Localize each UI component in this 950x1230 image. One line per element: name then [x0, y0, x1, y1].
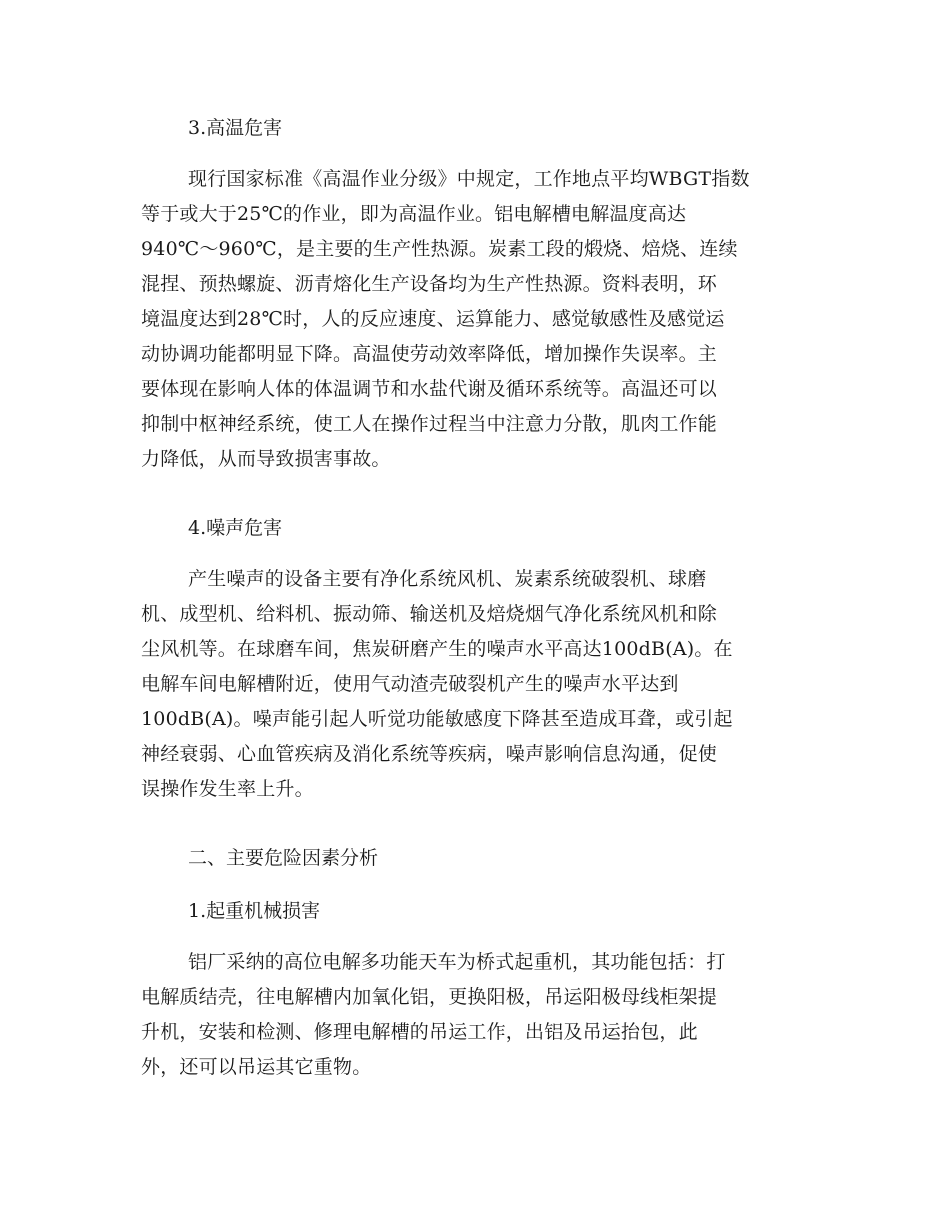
paragraph-line: 铝厂采纳的高位电解多功能天车为桥式起重机，其功能包括：打	[188, 951, 726, 973]
paragraph-line: 抑制中枢神经系统，使工人在操作过程当中注意力分散，肌肉工作能	[141, 413, 718, 435]
paragraph-line: 电解车间电解槽附近，使用气动渣壳破裂机产生的噪声水平达到	[141, 673, 679, 695]
paragraph-line: 力降低，从而导致损害事故。	[141, 448, 391, 470]
paragraph-line: 要体现在影响人体的体温调节和水盐代谢及循环系统等。高温还可以	[141, 378, 718, 400]
paragraph-line: 尘风机等。在球磨车间，焦炭研磨产生的噪声水平高达100dB(A)。在	[141, 638, 733, 660]
paragraph-line: 100dB(A)。噪声能引起人听觉功能敏感度下降甚至造成耳聋，或引起	[141, 708, 733, 730]
paragraph-line: 电解质结壳，往电解槽内加氧化铝，更换阳极，吊运阳极母线柜架提	[141, 986, 718, 1008]
paragraph-line: 现行国家标准《高温作业分级》中规定，工作地点平均WBGT指数	[188, 168, 750, 190]
section-heading-noise: 4.噪声危害	[188, 517, 283, 539]
paragraph-line: 境温度达到28℃时，人的反应速度、运算能力、感觉敏感性及感觉运	[141, 308, 725, 330]
paragraph-line: 升机，安装和检测、修理电解槽的吊运工作，出铝及吊运抬包，此	[141, 1021, 698, 1043]
paragraph-line: 机、成型机、给料机、振动筛、输送机及焙烧烟气净化系统风机和除	[141, 603, 718, 625]
paragraph-line: 940℃～960℃，是主要的生产性热源。炭素工段的煅烧、焙烧、连续	[141, 238, 738, 260]
section-heading-high-temperature: 3.高温危害	[188, 117, 283, 139]
paragraph-line: 产生噪声的设备主要有净化系统风机、炭素系统破裂机、球磨	[188, 568, 707, 590]
paragraph-line: 混捏、预热螺旋、沥青熔化生产设备均为生产性热源。资料表明，环	[141, 273, 718, 295]
section-heading-crane-damage: 1.起重机械损害	[188, 900, 321, 922]
paragraph-line: 外，还可以吊运其它重物。	[141, 1056, 372, 1078]
paragraph-line: 误操作发生率上升。	[141, 778, 314, 800]
paragraph-line: 动协调功能都明显下降。高温使劳动效率降低，增加操作失误率。主	[141, 343, 718, 365]
paragraph-line: 等于或大于25℃的作业，即为高温作业。铝电解槽电解温度高达	[141, 203, 687, 225]
section-heading-main-hazards: 二、主要危险因素分析	[188, 847, 379, 869]
paragraph-line: 神经衰弱、心血管疾病及消化系统等疾病，噪声影响信息沟通，促使	[141, 743, 718, 765]
